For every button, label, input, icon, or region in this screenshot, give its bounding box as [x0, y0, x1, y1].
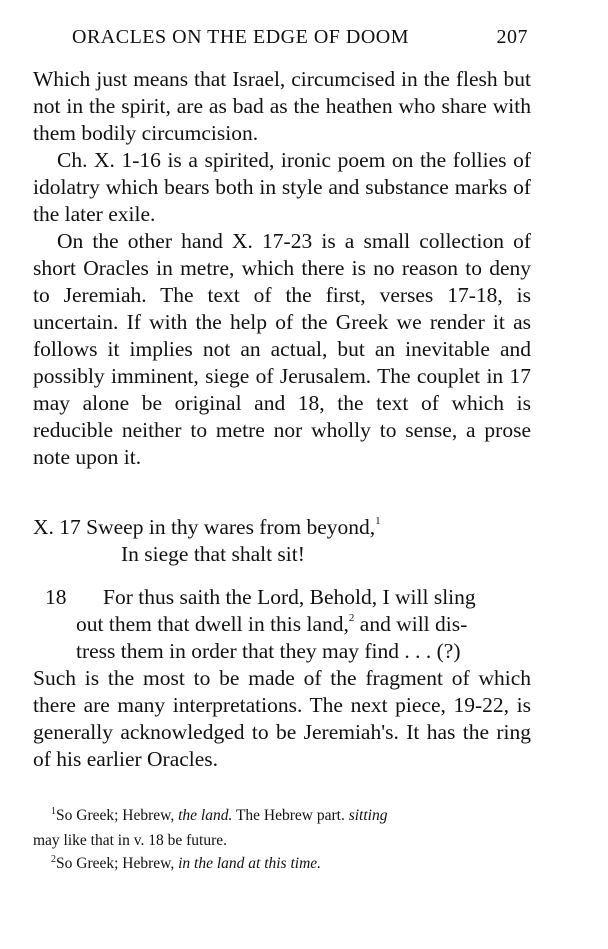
closing-paragraph: Such is the most to be made of the fragment of which there are many interpretations. The next piece, 19-22, is generally acknowledged to be Jeremiah's. It has the ring of his earlier Oracles.: [33, 666, 531, 771]
footnote-1-text-c: The Hebrew part.: [232, 807, 349, 824]
footnote-ref-1: 1: [375, 515, 381, 527]
footnote-1-text-d: sitting: [348, 807, 388, 824]
footnote-1-mark: 1: [51, 806, 56, 817]
footnote-2-mark: 2: [51, 854, 56, 865]
footnote-ref-2: 2: [348, 612, 355, 624]
footnote-1: [33, 804, 531, 829]
verse-17-ref: X. 17: [33, 515, 81, 539]
verse-18-line-2a: out them that dwell in this land,: [76, 612, 349, 636]
footnote-1-continued: may like that in v. 18 be future.: [33, 832, 227, 849]
footnote-2-text-b: in the land at this time.: [178, 855, 322, 872]
verse-18-line-1: For thus saith the Lord, Behold, I will sling: [103, 585, 476, 609]
page-number: 207: [496, 26, 528, 48]
verse-17-block: [33, 514, 531, 568]
running-head: [38, 22, 530, 52]
paragraph-2: Ch. X. 1-16 is a spirited, ironic poem on the follies of idolatry which bears both in style and substance marks of the later exile.: [33, 148, 531, 226]
verse-18-line-2b: and will dis-: [354, 612, 468, 636]
verse-18-line-3: tress them in order that they may find . . . (?): [76, 639, 461, 663]
footnote-2: [33, 852, 531, 877]
chapter-title: ORACLES ON THE EDGE OF DOOM: [72, 26, 410, 48]
footnotes: [33, 804, 531, 877]
verse-18-number: 18: [45, 585, 67, 609]
verse-17-line-1: Sweep in thy wares from beyond,: [86, 515, 376, 539]
footnote-1-text-b: the land.: [178, 807, 233, 824]
verse-17-line-2: In siege that shalt sit!: [121, 542, 305, 566]
paragraph-1: Which just means that Israel, circumcised in the flesh but not in the spirit, are as bad as the heathen who share with them bodily circumcision.: [33, 67, 531, 145]
verse-18-block: [33, 584, 531, 665]
paragraph-3: On the other hand X. 17-23 is a small collection of short Oracles in metre, which there is no reason to deny to Jeremiah. The text of the first, verses 17-18, is uncertain. If with the help of the Greek we render it as follows it implies not an actual, but an inevitable and possibly imminent, siege of Jerusalem. The couplet in 17 may alone be original and 18, the text of which is reducible neither to metre nor wholly to sense, a prose note upon it.: [33, 229, 531, 469]
verse-18-line-2: [33, 611, 531, 638]
footnote-2-text-a: So Greek; Hebrew,: [56, 855, 179, 872]
footnote-1-text-a: So Greek; Hebrew,: [56, 807, 179, 824]
body-text: [33, 66, 531, 471]
